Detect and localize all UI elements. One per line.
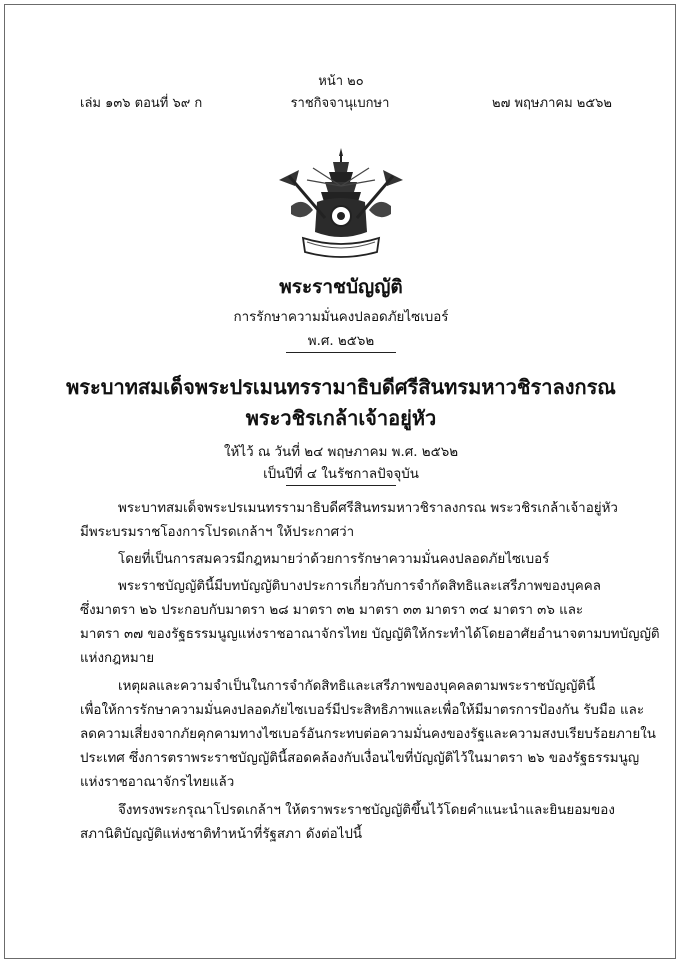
volume-issue: เล่ม ๑๓๖ ตอนที่ ๖๙ ก: [80, 96, 203, 111]
reason-line: ประเทศ ซึ่งการตราพระราชบัญญัตินี้สอดคล้องกับเงื่อนไขที่บัญญัติไว้ในมาตรา ๒๖ ของรัฐธรรมนูญ: [80, 751, 640, 766]
gazette-name: ราชกิจจานุเบกษา: [290, 96, 390, 111]
act-year: พ.ศ. ๒๕๖๒: [307, 334, 375, 349]
king-name-line2: พระวชิรเกล้าเจ้าอยู่หัว: [245, 406, 437, 430]
page-number: หน้า ๒๐: [318, 74, 364, 89]
rights-line: แห่งกฎหมาย: [80, 651, 155, 666]
act-subtitle: การรักษาความมั่นคงปลอดภัยไซเบอร์: [233, 310, 449, 325]
reason-line: เพื่อให้การรักษาความมั่นคงปลอดภัยไซเบอร์มีประสิทธิภาพและเพื่อให้มีมาตรการป้องกัน รับมือ และ: [80, 703, 645, 718]
reason-line: ลดความเสี่ยงจากภัยคุกคามทางไซเบอร์อันกระทบต่อความมั่นคงของรัฐและความสงบเรียบร้อยภายใน: [80, 727, 656, 742]
preamble-line: มีพระบรมราชโองการโปรดเกล้าฯ ให้ประกาศว่า: [80, 525, 355, 540]
publication-date: ๒๗ พฤษภาคม ๒๕๖๒: [492, 96, 612, 111]
rights-line: ซึ่งมาตรา ๒๖ ประกอบกับมาตรา ๒๘ มาตรา ๓๒ มาตรา ๓๓ มาตรา ๓๔ มาตรา ๓๖ และ: [80, 603, 584, 618]
given-date: ให้ไว้ ณ วันที่ ๒๔ พฤษภาคม พ.ศ. ๒๕๖๒: [223, 445, 459, 460]
rights-line: พระราชบัญญัตินี้มีบทบัญญัติบางประการเกี่ยวกับการจำกัดสิทธิและเสรีภาพของบุคคล: [118, 579, 601, 594]
recital-line: โดยที่เป็นการสมควรมีกฎหมายว่าด้วยการรักษาความมั่นคงปลอดภัยไซเบอร์: [118, 552, 550, 567]
rights-line: มาตรา ๓๗ ของรัฐธรรมนูญแห่งราชอาณาจักรไทย บัญญัติให้กระทำได้โดยอาศัยอำนาจตามบทบัญญัติ: [80, 627, 660, 642]
title-divider: [286, 352, 396, 353]
king-name-line1: พระบาทสมเด็จพระปรเมนทรรามาธิบดีศรีสินทรมหาวชิราลงกรณ: [66, 375, 616, 399]
act-title: พระราชบัญญัติ: [279, 276, 403, 298]
date-divider: [286, 485, 396, 486]
enactment-line: สภานิติบัญญัติแห่งชาติทำหน้าที่รัฐสภา ดังต่อไปนี้: [80, 827, 363, 842]
reason-line: แห่งราชอาณาจักรไทยแล้ว: [80, 775, 235, 790]
reason-line: เหตุผลและความจำเป็นในการจำกัดสิทธิและเสรีภาพของบุคคลตามพระราชบัญญัตินี้: [118, 679, 596, 694]
reign-year: เป็นปีที่ ๔ ในรัชกาลปัจจุบัน: [263, 467, 419, 482]
royal-emblem-icon: [273, 146, 409, 262]
enactment-line: จึงทรงพระกรุณาโปรดเกล้าฯ ให้ตราพระราชบัญญัติขึ้นไว้โดยคำแนะนำและยินยอมของ: [118, 803, 615, 818]
preamble-line: พระบาทสมเด็จพระปรเมนทรรามาธิบดีศรีสินทรมหาวชิราลงกรณ พระวชิรเกล้าเจ้าอยู่หัว: [118, 501, 618, 516]
